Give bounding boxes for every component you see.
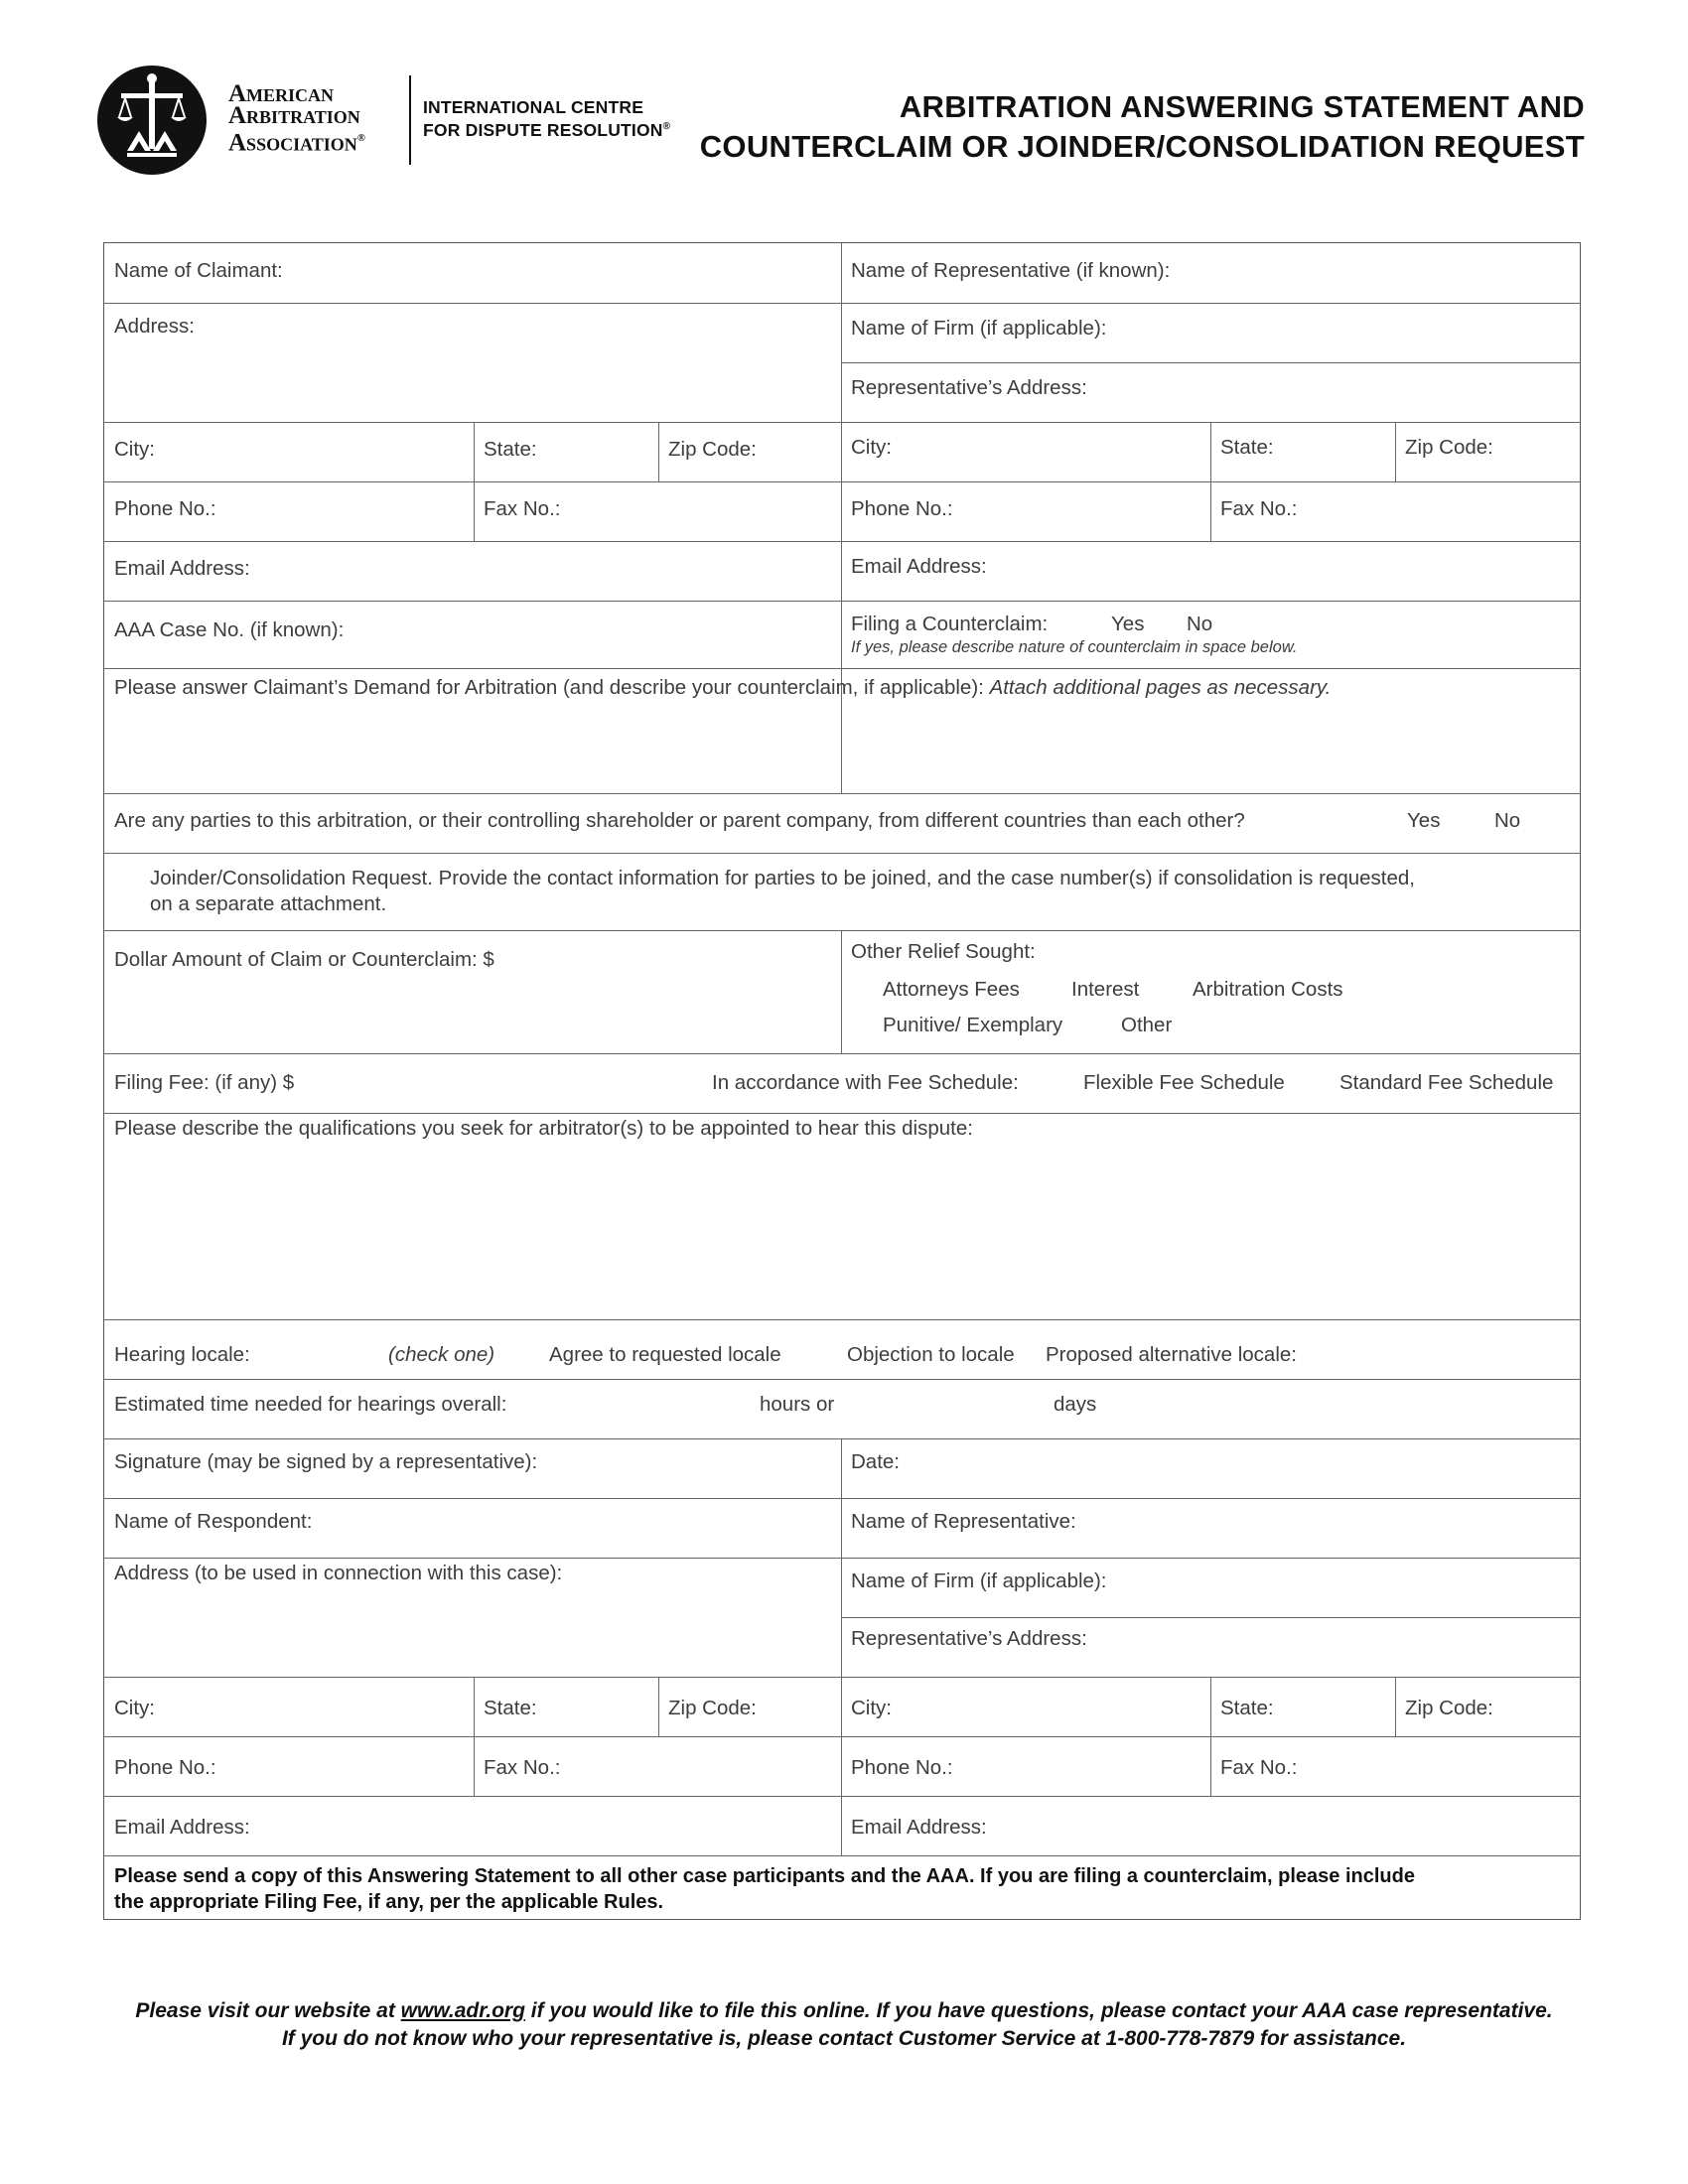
answer-text-area[interactable] <box>104 704 1580 791</box>
form-title <box>675 87 1585 167</box>
row-divider <box>104 481 1580 482</box>
countries-yes-option[interactable]: Yes <box>1407 809 1441 832</box>
relief-interest-option[interactable]: Interest <box>1071 978 1140 1001</box>
row-divider <box>104 1319 1580 1320</box>
aaa-seal-logo <box>97 66 207 175</box>
row-divider <box>104 601 1580 602</box>
form-title-line-1: ARBITRATION ANSWERING STATEMENT AND <box>899 89 1585 124</box>
hours-field[interactable]: hours or <box>760 1393 835 1416</box>
fee-schedule-label: In accordance with Fee Schedule: <box>712 1071 1019 1094</box>
row-divider <box>104 422 1580 423</box>
respondent-fax-field[interactable]: Fax No.: <box>484 1756 561 1779</box>
row-divider <box>841 362 1580 363</box>
footer-line-2: If you do not know who your representative is, please contact Customer Service at 1-800-778-7879 for assistance. <box>281 2027 1407 2050</box>
row-divider <box>104 853 1580 854</box>
page-footer <box>0 1997 1688 2053</box>
notice-line-1: Please send a copy of this Answering Statement to all other case participants and the AAA. If you are filing a counterclaim, please include <box>114 1865 1415 1887</box>
footer-line-1 <box>0 1997 1688 2025</box>
answer-field-label <box>114 676 1331 700</box>
claimant-name-field[interactable]: Name of Claimant: <box>114 259 283 282</box>
notice-line-2: the appropriate Filing Fee, if any, per the applicable Rules. <box>114 1891 664 1913</box>
respondent-name-field[interactable]: Name of Respondent: <box>114 1510 313 1533</box>
days-field[interactable]: days <box>1054 1393 1097 1416</box>
respondent-address-field[interactable]: Address (to be used in connection with this case): <box>114 1562 563 1584</box>
relief-arbitration-costs-option[interactable]: Arbitration Costs <box>1193 978 1343 1001</box>
claimant-rep-fax-field[interactable]: Fax No.: <box>1220 497 1298 520</box>
countries-no-option[interactable]: No <box>1494 809 1521 832</box>
row-divider <box>104 1379 1580 1380</box>
claimant-rep-city-field[interactable]: City: <box>851 436 892 459</box>
object-locale-option[interactable]: Objection to locale <box>847 1343 1015 1366</box>
relief-other-option[interactable]: Other <box>1121 1014 1173 1036</box>
claimant-rep-state-field[interactable]: State: <box>1220 436 1274 459</box>
respondent-rep-name-field[interactable]: Name of Representative: <box>851 1510 1076 1533</box>
flexible-fee-schedule-option[interactable]: Flexible Fee Schedule <box>1083 1071 1285 1094</box>
row-divider <box>104 1558 1580 1559</box>
footer-post-text: if you would like to file this online. If you have questions, please contact your AAA case representative. <box>530 1999 1553 2022</box>
counterclaim-no-option[interactable]: No <box>1187 613 1213 635</box>
column-divider <box>658 1677 659 1736</box>
signature-field[interactable]: Signature (may be signed by a representative): <box>114 1450 538 1473</box>
org-registered-mark: ® <box>356 132 365 144</box>
claimant-zip-field[interactable]: Zip Code: <box>668 438 757 461</box>
respondent-email-field[interactable]: Email Address: <box>114 1816 250 1839</box>
check-one-hint: (check one) <box>388 1343 495 1366</box>
claimant-state-field[interactable]: State: <box>484 438 537 461</box>
claimant-fax-field[interactable]: Fax No.: <box>484 497 561 520</box>
claimant-rep-phone-field[interactable]: Phone No.: <box>851 497 953 520</box>
claimant-rep-name-field[interactable]: Name of Representative (if known): <box>851 259 1171 282</box>
row-divider <box>104 541 1580 542</box>
estimated-time-label: Estimated time needed for hearings overall: <box>114 1393 507 1416</box>
answer-label-text: Please answer Claimant’s Demand for Arbitration (and describe your counterclaim, if applicable): <box>114 676 984 699</box>
row-divider <box>104 303 1580 304</box>
org-name-line-1: American <box>228 80 335 107</box>
respondent-rep-address-field[interactable]: Representative’s Address: <box>851 1627 1087 1650</box>
counterclaim-note: If yes, please describe nature of counterclaim in space below. <box>851 638 1298 656</box>
aaa-case-number-field[interactable]: AAA Case No. (if known): <box>114 618 345 641</box>
org-name-line-2: Arbitration <box>228 102 360 129</box>
joinder-request-line-2: on a separate attachment. <box>150 892 387 915</box>
column-divider <box>474 1677 475 1796</box>
respondent-rep-firm-field[interactable]: Name of Firm (if applicable): <box>851 1570 1107 1592</box>
row-divider <box>104 1438 1580 1439</box>
respondent-city-field[interactable]: City: <box>114 1697 155 1719</box>
answering-statement-form <box>103 242 1581 1920</box>
respondent-rep-phone-field[interactable]: Phone No.: <box>851 1756 953 1779</box>
respondent-rep-email-field[interactable]: Email Address: <box>851 1816 987 1839</box>
answer-note: Attach additional pages as necessary. <box>989 676 1332 699</box>
date-field[interactable]: Date: <box>851 1450 900 1473</box>
icdr-name-line-2: FOR DISPUTE RESOLUTION <box>423 119 663 140</box>
claimant-email-field[interactable]: Email Address: <box>114 557 250 580</box>
logo-divider <box>409 75 411 165</box>
row-divider <box>104 930 1580 931</box>
claimant-address-field[interactable]: Address: <box>114 315 195 338</box>
hearing-locale-label: Hearing locale: <box>114 1343 250 1366</box>
column-divider <box>841 1438 842 1855</box>
row-divider <box>841 1617 1580 1618</box>
standard-fee-schedule-option[interactable]: Standard Fee Schedule <box>1339 1071 1554 1094</box>
row-divider <box>104 1855 1580 1856</box>
relief-attorneys-fees-option[interactable]: Attorneys Fees <box>883 978 1020 1001</box>
respondent-rep-zip-field[interactable]: Zip Code: <box>1405 1697 1493 1719</box>
claimant-rep-address-field[interactable]: Representative’s Address: <box>851 376 1087 399</box>
row-divider <box>104 668 1580 669</box>
column-divider <box>841 930 842 1053</box>
claim-amount-field[interactable]: Dollar Amount of Claim or Counterclaim: $ <box>114 948 494 971</box>
relief-punitive-option[interactable]: Punitive/ Exemplary <box>883 1014 1063 1036</box>
column-divider <box>474 422 475 541</box>
column-divider <box>658 422 659 481</box>
claimant-city-field[interactable]: City: <box>114 438 155 461</box>
website-link[interactable]: www.adr.org <box>400 1999 525 2022</box>
claimant-rep-firm-field[interactable]: Name of Firm (if applicable): <box>851 317 1107 340</box>
column-divider <box>1395 1677 1396 1736</box>
row-divider <box>104 1113 1580 1114</box>
other-relief-label: Other Relief Sought: <box>851 940 1036 963</box>
countries-question: Are any parties to this arbitration, or their controlling shareholder or parent company, from different countries than each other? <box>114 809 1245 832</box>
claimant-rep-zip-field[interactable]: Zip Code: <box>1405 436 1493 459</box>
icdr-name-line-1: INTERNATIONAL CENTRE <box>423 97 644 117</box>
row-divider <box>104 1736 1580 1737</box>
agree-locale-option[interactable]: Agree to requested locale <box>549 1343 781 1366</box>
column-divider <box>1395 422 1396 481</box>
counterclaim-yes-option[interactable]: Yes <box>1111 613 1145 635</box>
joinder-request-checkbox-label[interactable]: Joinder/Consolidation Request. Provide the contact information for parties to be joined, and the case number(s) if consolidation is requested, <box>150 867 1416 889</box>
respondent-rep-fax-field[interactable]: Fax No.: <box>1220 1756 1298 1779</box>
org-name-line-3: Association <box>228 129 357 157</box>
claimant-rep-email-field[interactable]: Email Address: <box>851 555 987 578</box>
page-header <box>0 0 1688 199</box>
qualifications-label: Please describe the qualifications you seek for arbitrator(s) to be appointed to hear this dispute: <box>114 1117 973 1140</box>
row-divider <box>104 1677 1580 1678</box>
proposed-locale-field[interactable]: Proposed alternative locale: <box>1046 1343 1297 1366</box>
icdr-name <box>423 97 681 140</box>
row-divider <box>104 1796 1580 1797</box>
respondent-rep-city-field[interactable]: City: <box>851 1697 892 1719</box>
respondent-zip-field[interactable]: Zip Code: <box>668 1697 757 1719</box>
respondent-rep-state-field[interactable]: State: <box>1220 1697 1274 1719</box>
respondent-phone-field[interactable]: Phone No.: <box>114 1756 216 1779</box>
filing-fee-field[interactable]: Filing Fee: (if any) $ <box>114 1071 295 1094</box>
icdr-registered-mark: ® <box>662 121 671 132</box>
claimant-phone-field[interactable]: Phone No.: <box>114 497 216 520</box>
qualifications-text-area[interactable] <box>104 1145 1580 1317</box>
row-divider <box>104 1053 1580 1054</box>
form-title-line-2: COUNTERCLAIM OR JOINDER/CONSOLIDATION REQUEST <box>699 129 1585 164</box>
organization-name <box>228 80 407 157</box>
respondent-state-field[interactable]: State: <box>484 1697 537 1719</box>
column-divider <box>1210 422 1211 541</box>
row-divider <box>104 1498 1580 1499</box>
column-divider <box>1210 1677 1211 1796</box>
footer-pre-text: Please visit our website at <box>135 1999 395 2022</box>
counterclaim-label: Filing a Counterclaim: <box>851 613 1049 635</box>
row-divider <box>104 793 1580 794</box>
